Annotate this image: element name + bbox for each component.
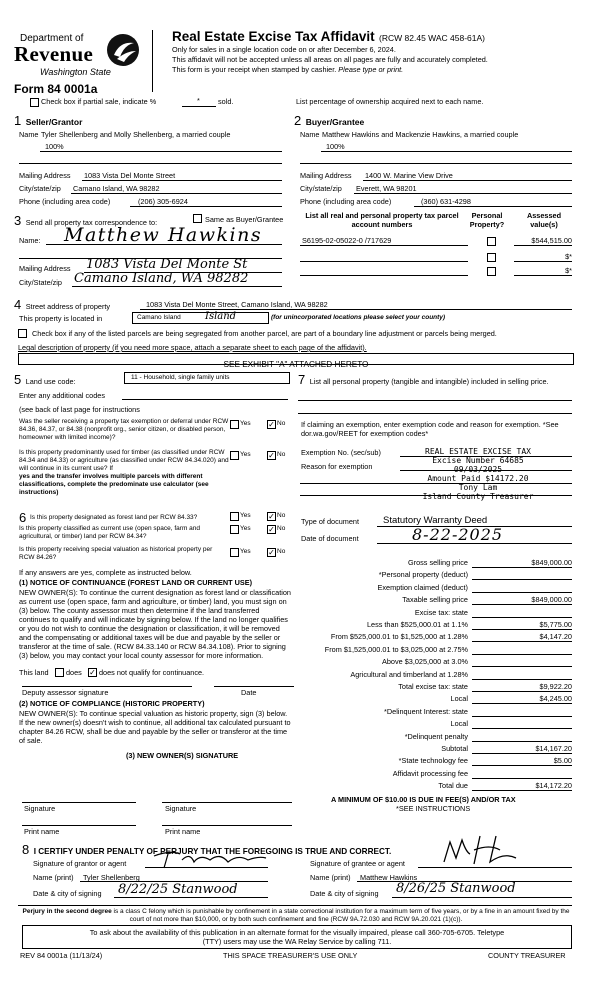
grantee-date-label: Date & city of signing (310, 889, 379, 898)
owner-signature-2-label: Signature (165, 804, 197, 813)
calc-value[interactable]: $14,172.20 (535, 781, 572, 791)
calc-label: From $525,000.01 to $1,525,000 at 1.28% (330, 632, 468, 642)
new-owner-signature-heading: (3) NEW OWNER(S) SIGNATURE (126, 751, 239, 760)
historic-question: Is this property receiving special valuation as historical property per RCW 84.26? (19, 546, 213, 561)
logo (14, 33, 139, 81)
buyer-pct[interactable]: 100% (326, 142, 345, 151)
seller-heading: 1 Seller/Grantor (14, 113, 83, 128)
owner-print-1-label: Print name (24, 827, 60, 836)
calc-value[interactable]: $9,922.20 (539, 682, 572, 691)
header-line2: This affidavit will not be accepted unless all areas on all pages are fully and accurately completed. (172, 55, 488, 64)
partial-sale-checkbox[interactable] (30, 98, 39, 107)
parcels-header: List all real and personal property tax parcel account numbers (305, 211, 459, 229)
owner-signature-1-label: Signature (24, 804, 56, 813)
doc-type-label: Type of document (301, 517, 360, 526)
legal-description-field[interactable]: SEE EXHIBIT "A" ATTACHED HERETO (18, 353, 574, 365)
seller-name[interactable]: Tyler Shellenberg and Molly Shellenberg, a married couple (41, 130, 231, 139)
same-as-buyer-label: Same as Buyer/Grantee (205, 215, 284, 224)
seller-pct[interactable]: 100% (45, 142, 64, 151)
treasurer-stamp: REAL ESTATE EXCISE TAX Excise Number 64685 09/03/2025 Amount Paid $14172.20 Tony Lam Island County Treasurer (422, 447, 534, 501)
correspond-mail[interactable]: 1083 Vista Del Monte St (86, 257, 248, 272)
correspond-name-label: Name: (19, 236, 41, 245)
grantor-date[interactable]: 8/22/25 Stanwood (118, 882, 238, 897)
deputy-date-label: Date (241, 688, 257, 697)
doc-type[interactable]: Statutory Warranty Deed (383, 515, 488, 526)
calc-label: Excise tax: state (414, 607, 468, 617)
q2-no-checkbox[interactable]: ✓ (268, 451, 275, 460)
notice-compliance-body: NEW OWNER(S): To continue special valuation as historic property, sign (3) below. If the new owner(s) doesn't wish to continue, all additional tax calculated pursuant to chapter 84.26 RCW, shall be due and payable by the seller or transferor at the time of sale. (19, 709, 291, 745)
correspond-heading: 3 Send all property tax correspondence to: (14, 213, 158, 228)
personal-property-checkbox[interactable] (487, 237, 496, 246)
this-land-label: This land (19, 668, 49, 677)
buyer-phone[interactable]: (360) 631-4298 (421, 197, 471, 206)
calc-label: Local (450, 694, 468, 704)
correspond-mail-label: Mailing Address (19, 264, 71, 273)
owner-print-2-label: Print name (165, 827, 201, 836)
does-checkbox[interactable] (55, 668, 64, 677)
assessed-value[interactable]: $544,515.00 (531, 236, 572, 245)
correspond-name[interactable]: Matthew Hawkins (64, 224, 263, 246)
segregated-label: Check box if any of the listed parcels are being segregated from another parcel, are part of a boundary line adjustment or parcels being merged. (32, 329, 497, 338)
calc-label: *Delinquent penalty (404, 731, 468, 741)
grantee-signature[interactable] (440, 832, 530, 868)
grantor-name[interactable]: Tyler Shellenberg (83, 873, 140, 882)
current-use-question: Is this property classified as current use (open space, farm and agricultural, or timber) land per RCW 84.34? (19, 525, 201, 540)
grantor-name-label: Name (print) (33, 873, 74, 882)
calc-value[interactable]: $5,775.00 (539, 620, 572, 629)
calc-label: Gross selling price (407, 558, 468, 567)
ownership-note: List percentage of ownership acquired next to each name. (296, 97, 484, 106)
form-title: Real Estate Excise Tax Affidavit (172, 29, 375, 44)
buyer-name[interactable]: Matthew Hawkins and Mackenzie Hawkins, a married couple (322, 130, 519, 139)
calc-label: From $1,525,000.01 to $3,025,000 at 2.75% (324, 644, 468, 654)
does-not-checkbox[interactable]: ✓ (89, 668, 96, 677)
calc-label: Agricultural and timberland at 1.28% (350, 669, 468, 679)
calc-label: Subtotal (441, 744, 468, 753)
calc-value[interactable]: $849,000.00 (531, 595, 572, 605)
q5-no-checkbox[interactable]: ✓ (268, 548, 275, 557)
located-note: (for unincorporated locations please select your county) (271, 314, 446, 321)
header-line3: This form is your receipt when stamped by cashier. Please type or print. (172, 65, 404, 74)
buyer-mail-label: Mailing Address (300, 171, 352, 180)
buyer-name-label: Name (300, 130, 320, 139)
same-as-buyer-checkbox[interactable] (193, 214, 202, 223)
partial-sale-sold: sold. (218, 97, 234, 106)
personal-property-heading: 7 List all personal property (tangible and intangible) included in selling price. (298, 372, 549, 387)
grantee-name-label: Name (print) (310, 873, 351, 882)
calc-label: Affidavit processing fee (392, 768, 468, 778)
seller-mail-label: Mailing Address (19, 171, 71, 180)
seller-phone[interactable]: (206) 305-6924 (138, 197, 188, 206)
calc-value[interactable]: $5.00 (553, 756, 572, 766)
assessed-value[interactable]: $* (565, 266, 572, 275)
exemption-no-label: Exemption No. (sec/sub) (301, 448, 381, 457)
calc-value[interactable]: $4,245.00 (539, 694, 572, 704)
grantee-signature-label: Signature of grantee or agent (310, 859, 405, 868)
grantee-date[interactable]: 8/26/25 Stanwood (396, 881, 516, 896)
grantor-date-label: Date & city of signing (33, 889, 102, 898)
personal-property-checkbox[interactable] (487, 267, 496, 276)
q3-yes-checkbox[interactable] (230, 512, 239, 521)
q1-no-checkbox[interactable]: ✓ (268, 420, 275, 429)
treasurer-use-only: THIS SPACE TREASURER'S USE ONLY (223, 951, 358, 960)
see-instructions: (see back of last page for instructions (19, 405, 140, 414)
header-divider (152, 30, 153, 92)
q4-no-checkbox[interactable]: ✓ (268, 525, 275, 534)
county-treasurer: COUNTY TREASURER (488, 951, 566, 960)
buyer-phone-label: Phone (including area code) (300, 197, 392, 206)
grantor-signature-label: Signature of grantor or agent (33, 859, 127, 868)
logo-name: Revenue (14, 42, 94, 66)
form-number: Form 84 0001a (14, 82, 98, 96)
correspond-city-label: City/State/zip (19, 278, 62, 287)
seller-city[interactable]: Camano Island, WA 98282 (73, 184, 160, 193)
grantor-signature[interactable] (150, 848, 270, 870)
landuse-heading: 5 Land use code: (14, 372, 76, 387)
exemption-question: Was the seller receiving a property tax exemption or deferral under RCW 84.36, 84.37, or 84.38 (nonprofit org., senior citizen, or disabled person, homeowner with limited income)? (19, 418, 229, 441)
calc-label: Local (450, 719, 468, 729)
assessed-value-header: Assessed value(s) (526, 211, 562, 229)
timber-question: Is this property predominantly used for timber (as classified under RCW 84.34 and 84.33) or agriculture (as classified under RCW 84.34.020) and will continue in its current use? If (19, 449, 229, 472)
buyer-city[interactable]: Everett, WA 98201 (356, 184, 417, 193)
certify-heading: 8 I CERTIFY UNDER PENALTY OF PERJURY THAT THE FOREGOING IS TRUE AND CORRECT. (22, 842, 392, 857)
q3-no-checkbox[interactable]: ✓ (268, 512, 275, 521)
if-any-note: If any answers are yes, complete as instructed below. (19, 568, 192, 577)
grantee-name[interactable]: Matthew Hawkins (360, 873, 418, 882)
q5-yes-checkbox[interactable] (230, 548, 239, 557)
calc-value[interactable]: $4,147.20 (539, 632, 572, 642)
calc-value[interactable]: $849,000.00 (531, 558, 572, 567)
calc-label: *Personal property (deduct) (378, 570, 468, 580)
calc-label: Less than $525,000.01 at 1.1% (366, 620, 468, 629)
personal-property-header: Personal Property? (469, 211, 505, 229)
calc-label: Taxable selling price (402, 595, 468, 605)
seller-mail[interactable]: 1083 Vista Del Monte Street (84, 171, 176, 180)
logo-state: Washington State (40, 67, 111, 77)
calc-label: Total due (438, 781, 468, 791)
seller-phone-label: Phone (including area code) (19, 197, 111, 206)
segregated-checkbox[interactable] (18, 329, 27, 338)
partial-sale-value[interactable]: * (197, 96, 200, 105)
q1-yes-checkbox[interactable] (230, 420, 239, 429)
q2-yes-checkbox[interactable] (230, 451, 239, 460)
notice-continuance-body: NEW OWNER(S): To continue the current designation as forest land or classification as current use (open space, farm and agriculture, or timber) land, you must sign on (3) below. The county assessor must then determine if the land transferred continues to qualify and will indicate by signing below. If the land no longer qualifies or you do not wish to continue the designation or classification, it will be removed and the compensating or additional taxes will be due and payable by the seller or transferor at the time of sale. (RCW 84.33.140 or RCW 84.34.108). Prior to signing (3) below, you may contact your local county assessor for more information. (19, 588, 291, 660)
landuse-select[interactable]: 11 - Household, single family units (124, 372, 290, 384)
calc-label: Total excise tax: state (398, 682, 468, 691)
seller-city-label: City/state/zip (19, 184, 61, 193)
buyer-city-label: City/state/zip (300, 184, 342, 193)
form-revision: REV 84 0001a (11/13/24) (20, 951, 103, 960)
calc-label: Above $3,025,000 at 3.0% (381, 657, 468, 667)
exemption-note: If claiming an exemption, enter exemption code and reason for exemption. *See dor.wa.gov/REET for exemption codes* (301, 420, 559, 438)
located-select[interactable]: Camano Island Island (132, 312, 269, 324)
calc-label: *State technology fee (398, 756, 468, 766)
doc-date[interactable]: 8-22-2025 (412, 525, 504, 544)
street-address[interactable]: 1083 Vista Del Monte Street, Camano Island, WA 98282 (146, 300, 328, 309)
minimum-fee-see: *SEE INSTRUCTIONS (396, 804, 471, 813)
revenue-logo-icon (106, 33, 140, 67)
calc-value[interactable]: $14,167.20 (535, 744, 572, 753)
perjury-notice: Perjury in the second degree is a class C felony which is punishable by confinement in a state correctional institution for a maximum term of five years, or by a fine in an amount fixed by the court of not more than $10,000, or by both such confinement and fine (RCW 9A.72.030 and RCW 9A.20.021 (1)(c)). (22, 908, 570, 923)
logo-dept: Department of (20, 33, 84, 44)
form-title-block (172, 28, 485, 46)
minimum-fee-note: A MINIMUM OF $10.00 IS DUE IN FEE(S) AND/OR TAX (331, 795, 516, 804)
doc-date-label: Date of document (301, 534, 359, 543)
parcel-number[interactable]: S6195-02-05022-0 /717629 (302, 236, 392, 245)
accessibility-notice: To ask about the availability of this publication in an alternate format for the visually impaired, please call 360-705-6705. Teletype (TTY) users may use the WA Relay Service by calling 711. (22, 925, 572, 949)
seller-name-label: Name (19, 130, 39, 139)
buyer-heading: 2 Buyer/Grantee (294, 113, 365, 128)
calc-label: *Delinquent Interest: state (384, 706, 468, 716)
notice-continuance-heading: (1) NOTICE OF CONTINUANCE (FOREST LAND OR CURRENT USE) (19, 578, 253, 587)
section6-num: 6 (19, 510, 27, 525)
header-line1: Only for sales in a single location code on or after December 6, 2024. (172, 45, 396, 54)
form-cite: (RCW 82.45 WAC 458-61A) (379, 33, 486, 43)
located-label: This property is located in (19, 314, 103, 323)
buyer-mail[interactable]: 1400 W. Marine View Drive (365, 171, 453, 180)
forest-question: Is this property designated as forest land per RCW 84.33? (30, 514, 198, 521)
exemption-reason-label: Reason for exemption (301, 462, 373, 471)
correspond-city[interactable]: Camano Island, WA 98282 (74, 271, 249, 286)
personal-property-checkbox[interactable] (487, 253, 496, 262)
additional-codes-label: Enter any additional codes (19, 391, 105, 400)
legal-label: Legal description of property (if you need more space, attach a separate sheet to each page of the affidavit). (18, 343, 367, 352)
assessed-value[interactable]: $* (565, 252, 572, 261)
notice-compliance-heading: (2) NOTICE OF COMPLIANCE (HISTORIC PROPERTY) (19, 699, 205, 708)
deputy-signature-label: Deputy assessor signature (22, 688, 109, 697)
calc-label: Exemption claimed (deduct) (377, 582, 468, 592)
timber-question-b: yes and the transfer involves multiple parcels with different classifications, complete the predominate use calculator (see instructions) (19, 473, 209, 496)
partial-sale-label: Check box if partial sale, indicate % (41, 97, 157, 106)
q4-yes-checkbox[interactable] (230, 525, 239, 534)
street-heading: 4 Street address of property (14, 297, 111, 312)
